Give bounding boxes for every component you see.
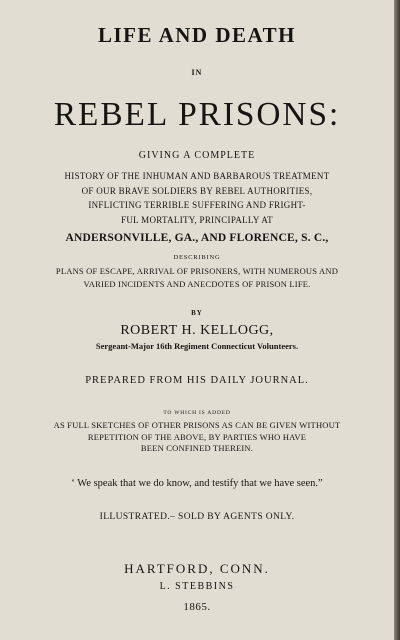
history-line: INFLICTING TERRIBLE SUFFERING AND FRIGHT- bbox=[88, 200, 306, 210]
history-line: OF OUR BRAVE SOLDIERS BY REBEL AUTHORITIES, bbox=[81, 185, 313, 196]
by-label: BY bbox=[191, 309, 203, 317]
illustrated-line: ILLUSTRATED.– SOLD BY AGENTS ONLY. bbox=[99, 512, 295, 522]
author-name: ROBERT H. KELLOGG, bbox=[120, 323, 274, 338]
author-rank: Sergeant-Major 16th Regiment Connecticut Volunteers. bbox=[95, 341, 299, 351]
describing-label: DESCRIBING bbox=[173, 254, 221, 261]
plans-line: PLANS OF ESCAPE, ARRIVAL OF PRISONERS, WITH NUMEROUS AND bbox=[55, 266, 339, 276]
history-line: FUL MORTALITY, PRINCIPALLY AT bbox=[121, 214, 273, 225]
title-in: IN bbox=[191, 68, 203, 77]
prepared-line: PREPARED FROM HIS DAILY JOURNAL. bbox=[85, 375, 309, 386]
imprint-year: 1865. bbox=[183, 601, 211, 613]
title-line-2: REBEL PRISONS: bbox=[53, 96, 341, 133]
sketches-line: REPETITION OF THE ABOVE, BY PARTIES WHO HAVE bbox=[87, 431, 307, 442]
imprint-city: HARTFORD, CONN. bbox=[124, 561, 270, 576]
sketches-line: AS FULL SKETCHES OF OTHER PRISONS AS CAN BE GIVEN WITHOUT bbox=[53, 420, 341, 430]
imprint-publisher: L. STEBBINS bbox=[159, 581, 235, 592]
plans-line: VARIED INCIDENTS AND ANECDOTES OF PRISON LIFE. bbox=[83, 279, 311, 289]
sketches-description bbox=[0, 420, 394, 455]
title-line-1: LIFE AND DEATH bbox=[98, 23, 296, 47]
locations-line: ANDERSONVILLE, GA., AND FLORENCE, S. C., bbox=[65, 232, 329, 244]
sketches-line: BEEN CONFINED THEREIN. bbox=[140, 443, 254, 453]
history-line: HISTORY OF THE INHUMAN AND BARBAROUS TREATMENT bbox=[64, 171, 330, 181]
subtitle-giving: GIVING A COMPLETE bbox=[138, 150, 256, 161]
book-edge bbox=[394, 0, 400, 640]
history-description bbox=[0, 169, 394, 227]
plans-description bbox=[0, 265, 394, 291]
epigraph-quote: ‘ We speak that we do know, and testify that we have seen.” bbox=[71, 478, 323, 489]
added-label: TO WHICH IS ADDED bbox=[163, 410, 231, 416]
